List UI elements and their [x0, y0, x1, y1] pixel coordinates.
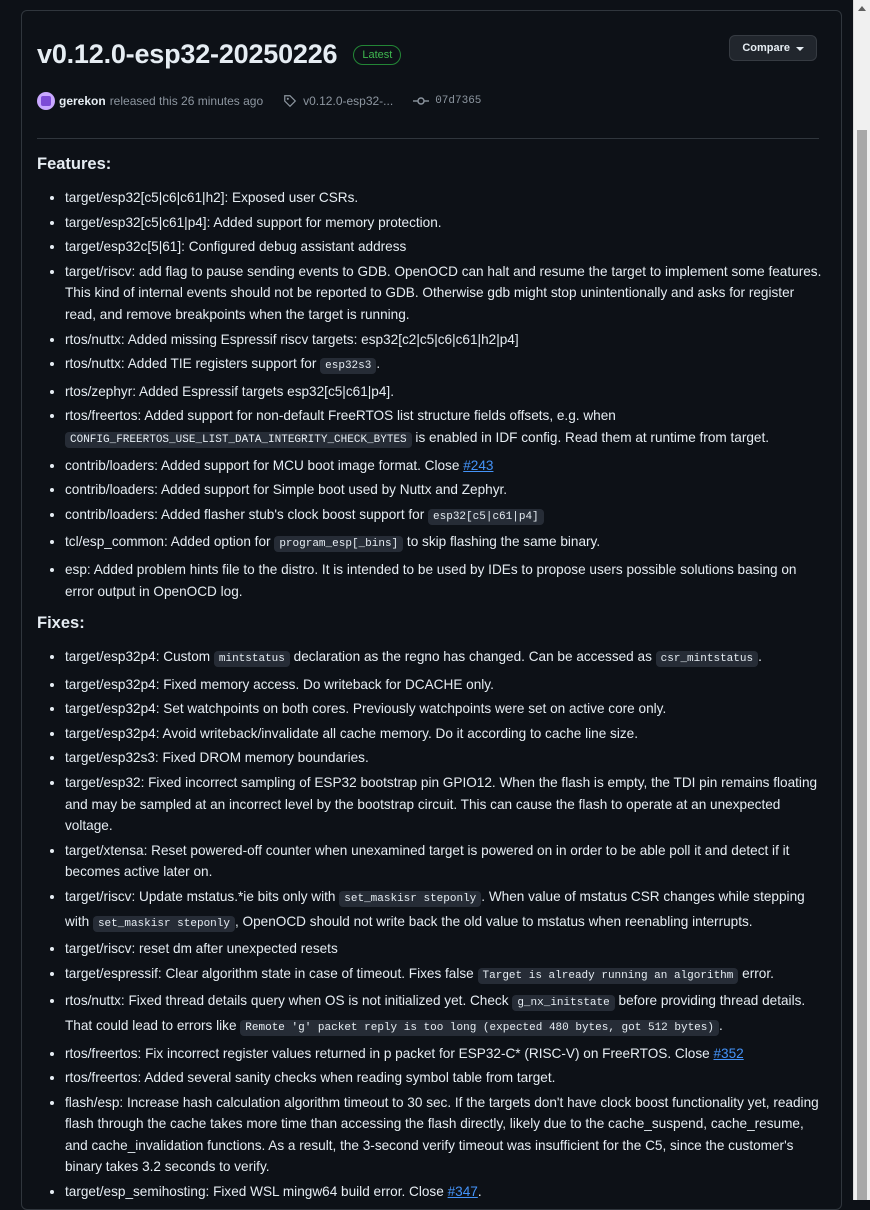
- item-text: rtos/nuttx: Fixed thread details query when OS is not initialized yet. Check: [65, 993, 513, 1009]
- commit-link[interactable]: 07d7365: [435, 95, 482, 107]
- item-text: target/riscv: add flag to pause sending events to GDB. OpenOCD can halt and resume the target to implement some features. This kind of internal events should not be reported to GDB. Otherwise gdb might stop unintentionally and asks for register read, and remove breakpoints when the target is running.: [65, 263, 822, 322]
- item-text: target/xtensa: Reset powered-off counter when unexamined target is powered on in order to be able poll it and detect if it becomes active later on.: [65, 842, 790, 880]
- commit-icon: [413, 94, 429, 108]
- fixes-item: [65, 938, 827, 960]
- chevron-down-icon: [796, 47, 804, 51]
- item-text: .: [718, 1017, 723, 1033]
- scroll-up-arrow-icon[interactable]: [854, 0, 870, 17]
- fixes-item: [65, 1092, 827, 1178]
- author-link[interactable]: gerekon: [59, 94, 106, 108]
- issue-link[interactable]: #347: [447, 1184, 478, 1200]
- features-item: [65, 479, 827, 501]
- inline-code: csr_mintstatus: [656, 651, 758, 667]
- issue-link[interactable]: #243: [463, 457, 494, 473]
- item-text: target/espressif: Clear algorithm state in case of timeout. Fixes false: [65, 965, 478, 981]
- issue-link[interactable]: #352: [713, 1045, 744, 1061]
- item-text: error.: [738, 965, 774, 981]
- features-item: [65, 381, 827, 403]
- item-text: .: [477, 1184, 482, 1200]
- features-list: [37, 187, 827, 605]
- inline-code: program_esp[_bins]: [274, 536, 403, 552]
- item-text: contrib/loaders: Added support for MCU boot image format. Close: [65, 457, 464, 473]
- features-item: [65, 455, 827, 477]
- fixes-item: [65, 840, 827, 883]
- tag-link[interactable]: v0.12.0-esp32-...: [303, 94, 394, 108]
- item-text: target/esp32[c5|c61|p4]: Added support for memory protection.: [65, 214, 442, 230]
- fixes-item: [65, 963, 827, 988]
- latest-badge: Latest: [353, 45, 401, 65]
- item-text: target/esp32: Fixed incorrect sampling of ESP32 bootstrap pin GPIO12. When the flash is empty, the TDI pin remains floating and may be sampled at an incorrect level by the bootstrap circuit. This can cause the flash to operate at an unexpected voltage.: [65, 774, 818, 834]
- inline-code: set_maskisr steponly: [93, 916, 235, 932]
- compare-label: Compare: [742, 42, 790, 54]
- release-card: [21, 10, 842, 1210]
- item-text: rtos/nuttx: Added TIE registers support for: [65, 356, 321, 372]
- item-text: rtos/freertos: Added several sanity checks when reading symbol table from target.: [65, 1070, 556, 1086]
- fixes-item: [65, 747, 827, 769]
- fixes-heading: Fixes:: [37, 614, 85, 632]
- inline-code: g_nx_initstate: [512, 995, 614, 1011]
- features-item: [65, 559, 827, 602]
- fixes-item: [65, 1043, 827, 1065]
- fixes-item: [65, 646, 827, 671]
- compare-button[interactable]: [729, 35, 817, 61]
- fixes-item: [65, 723, 827, 745]
- item-text: target/esp32s3: Fixed DROM memory boundaries.: [65, 750, 369, 766]
- avatar[interactable]: [37, 92, 55, 110]
- fixes-item: [65, 1181, 827, 1203]
- item-text: contrib/loaders: Added support for Simple boot used by Nuttx and Zephyr.: [65, 482, 508, 498]
- item-text: esp: Added problem hints file to the distro. It is intended to be used by IDEs to propose users possible solutions basing on error output in OpenOCD log.: [65, 561, 797, 599]
- release-meta: [37, 92, 481, 110]
- scrollbar-thumb[interactable]: [857, 130, 867, 1200]
- item-text: target/esp32p4: Set watchpoints on both cores. Previously watchpoints were set on active core only.: [65, 701, 667, 717]
- fixes-item: [65, 1067, 827, 1089]
- item-text: rtos/nuttx: Added missing Espressif riscv targets: esp32[c2|c5|c6|c61|h2|p4]: [65, 331, 519, 347]
- tag-icon: [283, 94, 297, 108]
- features-item: [65, 236, 827, 258]
- inline-code: Remote 'g' packet reply is too long (expected 480 bytes, got 512 bytes): [240, 1020, 719, 1036]
- features-item: [65, 504, 827, 529]
- inline-code: mintstatus: [214, 651, 290, 667]
- item-text: contrib/loaders: Added flasher stub's clock boost support for: [65, 506, 429, 522]
- item-text: target/riscv: Update mstatus.*ie bits only with: [65, 888, 340, 904]
- inline-code: CONFIG_FREERTOS_USE_LIST_DATA_INTEGRITY_CHECK_BYTES: [65, 432, 412, 448]
- features-item: [65, 212, 827, 234]
- fixes-item: [65, 698, 827, 720]
- release-title[interactable]: v0.12.0-esp32-20250226: [37, 39, 338, 69]
- inline-code: Target is already running an algorithm: [478, 968, 739, 984]
- inline-code: set_maskisr steponly: [339, 891, 481, 907]
- item-text: rtos/zephyr: Added Espressif targets esp32[c5|c61|p4].: [65, 383, 394, 399]
- item-text: flash/esp: Increase hash calculation algorithm timeout to 30 sec. If the targets don't have clock boost functionality yet, reading flash through the cache takes more time than accessing the flash directly, likely due to the cache_suspend, cache_resume, and cache_invalidation functions. As a result, the 3-second verify timeout was insufficient for the C5, since the customer's binary takes 3.2 seconds to verify.: [65, 1094, 819, 1175]
- features-item: [65, 353, 827, 378]
- features-item: [65, 531, 827, 556]
- item-text: before providing thread details. That could lead to errors like: [65, 993, 806, 1033]
- item-text: rtos/freertos: Fix incorrect register values returned in p packet for ESP32-C* (RISC-V) on FreeRTOS. Close: [65, 1045, 714, 1061]
- item-text: is enabled in IDF config. Read them at runtime from target.: [411, 429, 770, 445]
- fixes-item: [65, 674, 827, 696]
- item-text: declaration as the regno has changed. Can be accessed as: [289, 649, 656, 664]
- released-text: released this 26 minutes ago: [109, 94, 264, 108]
- fixes-item: [65, 886, 827, 935]
- features-item: [65, 405, 827, 451]
- fixes-item: [65, 990, 827, 1039]
- features-heading: Features:: [37, 155, 112, 173]
- features-item: [65, 329, 827, 351]
- inline-code: esp32[c5|c61|p4]: [428, 509, 544, 525]
- item-text: .: [376, 356, 381, 372]
- fixes-list: [37, 646, 827, 1206]
- scrollbar[interactable]: [853, 0, 870, 1200]
- item-text: target/esp_semihosting: Fixed WSL mingw64 build error. Close: [65, 1184, 448, 1200]
- fixes-item: [65, 772, 827, 837]
- item-text: tcl/esp_common: Added option for: [65, 534, 275, 550]
- item-text: .: [758, 649, 762, 664]
- item-text: target/esp32[c5|c6|c61|h2]: Exposed user CSRs.: [65, 190, 359, 205]
- item-text: target/esp32p4: Avoid writeback/invalidate all cache memory. Do it according to cache line size.: [65, 725, 639, 741]
- item-text: , OpenOCD should not write back the old value to mstatus when reenabling interrupts.: [234, 913, 753, 929]
- item-text: target/esp32p4: Custom: [65, 649, 214, 664]
- features-item: [65, 261, 827, 326]
- item-text: target/esp32p4: Fixed memory access. Do writeback for DCACHE only.: [65, 676, 494, 692]
- item-text: target/riscv: reset dm after unexpected resets: [65, 941, 338, 957]
- header-divider: [37, 138, 819, 139]
- item-text: to skip flashing the same binary.: [403, 534, 601, 550]
- item-text: . When value of mstatus CSR changes while stepping with: [65, 888, 805, 929]
- features-item: [65, 187, 827, 209]
- item-text: rtos/freertos: Added support for non-default FreeRTOS list structure fields offsets, e.g. when: [65, 408, 616, 424]
- inline-code: esp32s3: [320, 358, 376, 374]
- item-text: target/esp32c[5|61]: Configured debug assistant address: [65, 239, 407, 255]
